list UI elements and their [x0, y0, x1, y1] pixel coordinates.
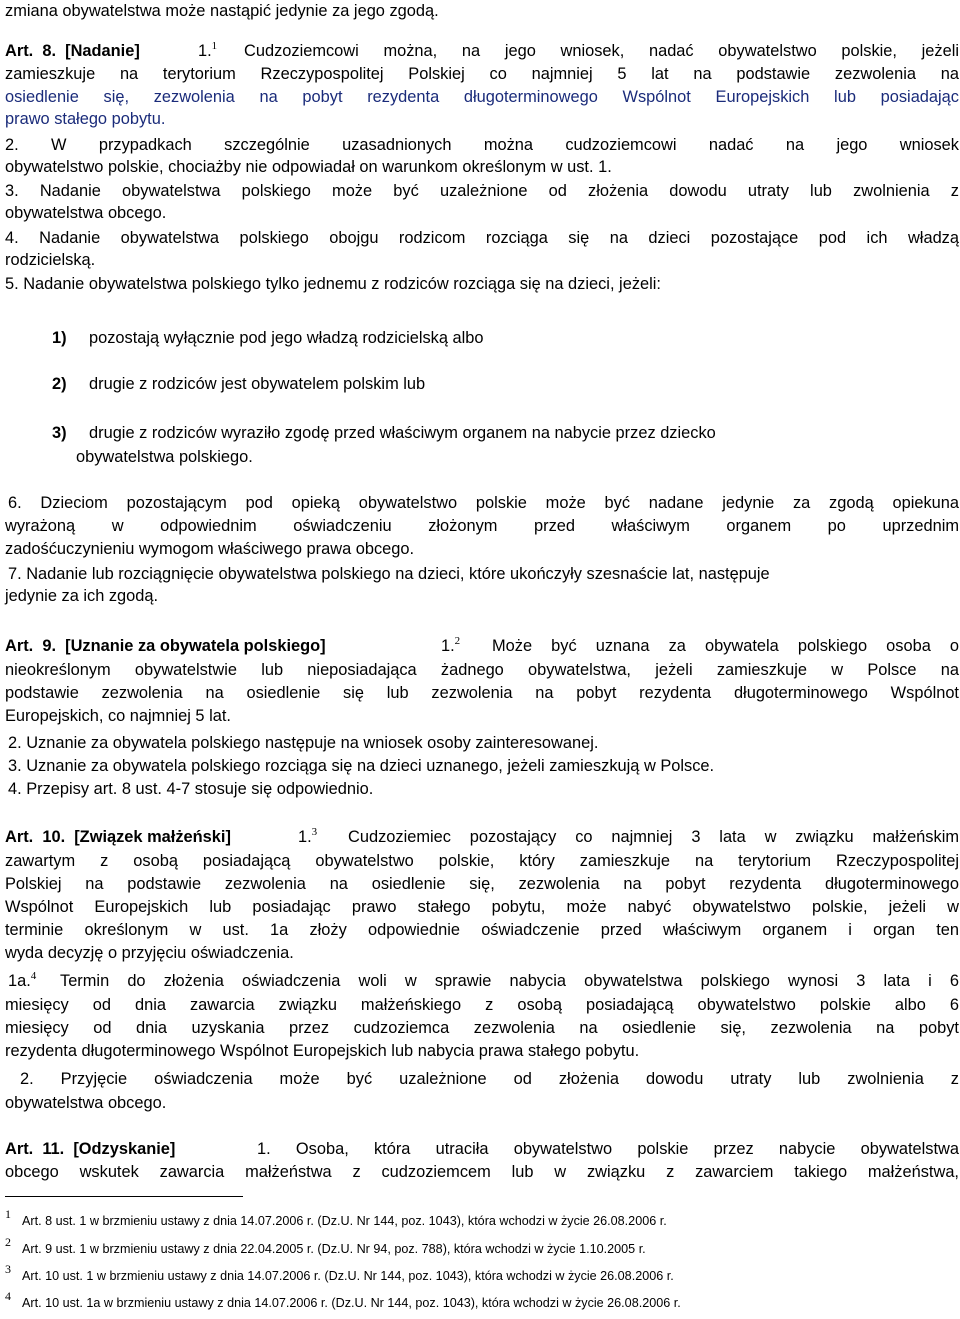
- footnote-separator: [5, 1196, 243, 1197]
- art11-ust1-line: obcego wskutek zawarcia małżeństwa z cudzoziemcem lub w związku z zawarciem takiego małżeństwa,: [5, 1163, 959, 1181]
- point-number: 3): [52, 424, 67, 442]
- art9-ust1-line: podstawie zezwolenia na osiedlenie się lub zezwolenia na pobyt rezydenta długoterminowego Wspólnot: [5, 684, 959, 702]
- art8-header: Art. 8. [Nadanie]: [5, 42, 140, 60]
- art8-ust3-line: 3. Nadanie obywatelstwa polskiego może być uzależnione od złożenia dowodu utraty lub zwolnienia z: [5, 182, 959, 200]
- art8-ust7-line: jedynie za ich zgodą.: [5, 587, 159, 605]
- art8-ust5: 5. Nadanie obywatelstwa polskiego tylko jednemu z rodziców rozciąga się na dzieci, jeżeli:: [5, 275, 661, 293]
- art11-ust1-line: 1. Osoba, która utraciła obywatelstwo polskie przez nabycie obywatelstwa: [257, 1140, 959, 1158]
- art10-ust1-line: zawartym z osobą posiadającą obywatelstwo polskie, który zamieszkuje na terytorium Rzeczypospolitej: [5, 852, 959, 870]
- footnote-text: Art. 8 ust. 1 w brzmieniu ustawy z dnia 14.07.2006 r. (Dz.U. Nr 144, poz. 1043), która wchodzi w życie 26.08.2006 r.: [22, 1214, 667, 1228]
- art8-ust6-line: zadośćuczynieniu wymogom właściwego prawa obcego.: [5, 540, 415, 558]
- art10-ust2-line: obywatelstwa obcego.: [5, 1094, 167, 1112]
- art10-ust1a-line: miesięcy od dnia uzyskania przez cudzoziemca zezwolenia na osiedlenie się, zezwolenia na pobyt: [5, 1019, 959, 1037]
- art10-ust2-line: 2. Przyjęcie oświadczenia może być uzależnione od złożenia dowodu utraty lub zwolnienia z: [20, 1070, 959, 1088]
- footnote-text: Art. 10 ust. 1a w brzmieniu ustawy z dnia 14.07.2006 r. (Dz.U. Nr 144, poz. 1043), która wchodzi w życie 26.08.2006 r.: [22, 1296, 681, 1310]
- art9-ust4: 4. Przepisy art. 8 ust. 4-7 stosuje się odpowiednio.: [8, 780, 374, 798]
- footnote-text: Art. 9 ust. 1 w brzmieniu ustawy z dnia 22.04.2005 r. (Dz.U. Nr 94, poz. 788), która wchodzi w życie 1.10.2005 r.: [22, 1242, 646, 1256]
- art8-ust4-line: rodzicielską.: [5, 251, 96, 269]
- art8-ust1-line: prawo stałego pobytu.: [5, 110, 166, 128]
- footnote-number: 4: [5, 1289, 11, 1303]
- art8-ust6-line: wyrażoną w odpowiednim oświadczeniu złożonym przed właściwym organem po uprzednim: [5, 517, 959, 535]
- art8-ust7-line: 7. Nadanie lub rozciągnięcie obywatelstwa polskiego na dzieci, które ukończyły szesnaście lat, następuje: [8, 565, 770, 583]
- art10-ust1-line: wyda decyzję o przyjęciu oświadczenia.: [5, 944, 294, 962]
- art10-ust1a-line: miesięcy od dnia zawarcia związku małżeńskiego z osobą posiadającą obywatelstwo polskie albo 6: [5, 996, 959, 1014]
- art9-ust1-line: Europejskich, co najmniej 5 lat.: [5, 707, 231, 725]
- art10-ust1-line: terminie określonym w ust. 1a złoży odpowiednie oświadczenie przed właściwym organem i organ ten: [5, 921, 959, 939]
- art10-ust1a-line: rezydenta długoterminowego Wspólnot Europejskich lub nabycia prawa stałego pobytu.: [5, 1042, 640, 1060]
- art10-header: Art. 10. [Związek małżeński]: [5, 828, 231, 846]
- art9-ust1-line: Może być uznana za obywatela polskiego osoba o: [492, 637, 959, 655]
- point-text-continued: obywatelstwa polskiego.: [76, 448, 253, 466]
- art10-ust1-line: Wspólnot Europejskich lub posiadając prawo stałego pobytu, może nabyć obywatelstwo polskie, jeżeli w: [5, 898, 959, 916]
- art10-ust1-line: Cudzoziemiec pozostający co najmniej 3 lata w związku małżeńskim: [348, 828, 959, 846]
- point-number: 2): [52, 375, 67, 393]
- art8-ust1-line: zamieszkuje na terytorium Rzeczypospolitej Polskiej co najmniej 5 lat na podstawie zezwolenia na: [5, 65, 959, 83]
- art8-ust3-line: obywatelstwa obcego.: [5, 204, 167, 222]
- footnote-number: 2: [5, 1235, 11, 1249]
- top-fragment: zmiana obywatelstwa może nastąpić jedynie za jego zgodą.: [5, 2, 439, 20]
- point-text: drugie z rodziców jest obywatelem polskim lub: [89, 375, 426, 393]
- art8-ust6-line: 6. Dzieciom pozostającym pod opieką obywatelstwo polskie może być nadane jedynie za zgodą opiekuna: [8, 494, 959, 512]
- art8-ust2-line: 2. W przypadkach szczególnie uzasadnionych można cudzoziemcowi nadać na jego wniosek: [5, 136, 959, 154]
- art8-ust4-line: 4. Nadanie obywatelstwa polskiego obojgu rodzicom rozciąga się na dzieci pozostające pod ich władzą: [5, 229, 959, 247]
- art10-ust1a-line: Termin do złożenia oświadczenia woli w sprawie nabycia obywatelstwa polskiego wynosi 3 lata i 6: [60, 972, 959, 990]
- art10-ust1-line: Polskiej na podstawie zezwolenia na osiedlenie się, zezwolenia na pobyt rezydenta długoterminowego: [5, 875, 959, 893]
- art10-ust1a-number: 1a.$^4$: [8, 970, 37, 990]
- art8-ust1-line: osiedlenie się, zezwolenia na pobyt rezydenta długoterminowego Wspólnot Europejskich lub posiadając: [5, 88, 959, 106]
- art10-ust1-number: 1.$^3$: [298, 826, 318, 846]
- footnote-number: 1: [5, 1207, 11, 1221]
- art8-ust1-number: 1.$^1$: [198, 40, 218, 60]
- point-number: 1): [52, 329, 67, 347]
- footnote-number: 3: [5, 1262, 11, 1276]
- point-text: drugie z rodziców wyraziło zgodę przed właściwym organem na nabycie przez dziecko: [89, 424, 716, 442]
- art8-ust1-line: Cudzoziemcowi można, na jego wniosek, nadać obywatelstwo polskie, jeżeli: [244, 42, 959, 60]
- art9-ust2: 2. Uznanie za obywatela polskiego następuje na wniosek osoby zainteresowanej.: [8, 734, 599, 752]
- art11-header: Art. 11. [Odzyskanie]: [5, 1140, 176, 1158]
- art9-ust1-number: 1.$^2$: [441, 635, 461, 655]
- art9-header: Art. 9. [Uznanie za obywatela polskiego]: [5, 637, 326, 655]
- point-text: pozostają wyłącznie pod jego władzą rodzicielską albo: [89, 329, 484, 347]
- footnote-text: Art. 10 ust. 1 w brzmieniu ustawy z dnia 14.07.2006 r. (Dz.U. Nr 144, poz. 1043), która wchodzi w życie 26.08.2006 r.: [22, 1269, 674, 1283]
- art9-ust3: 3. Uznanie za obywatela polskiego rozciąga się na dzieci uznanego, jeżeli zamieszkują w Polsce.: [8, 757, 715, 775]
- art9-ust1-line: nieokreślonym obywatelstwie lub nieposiadająca żadnego obywatelstwa, jeżeli zamieszkuje w Polsce na: [5, 661, 959, 679]
- art8-ust2-line: obywatelstwo polskie, chociażby nie odpowiadał on warunkom określonym w ust. 1.: [5, 158, 612, 176]
